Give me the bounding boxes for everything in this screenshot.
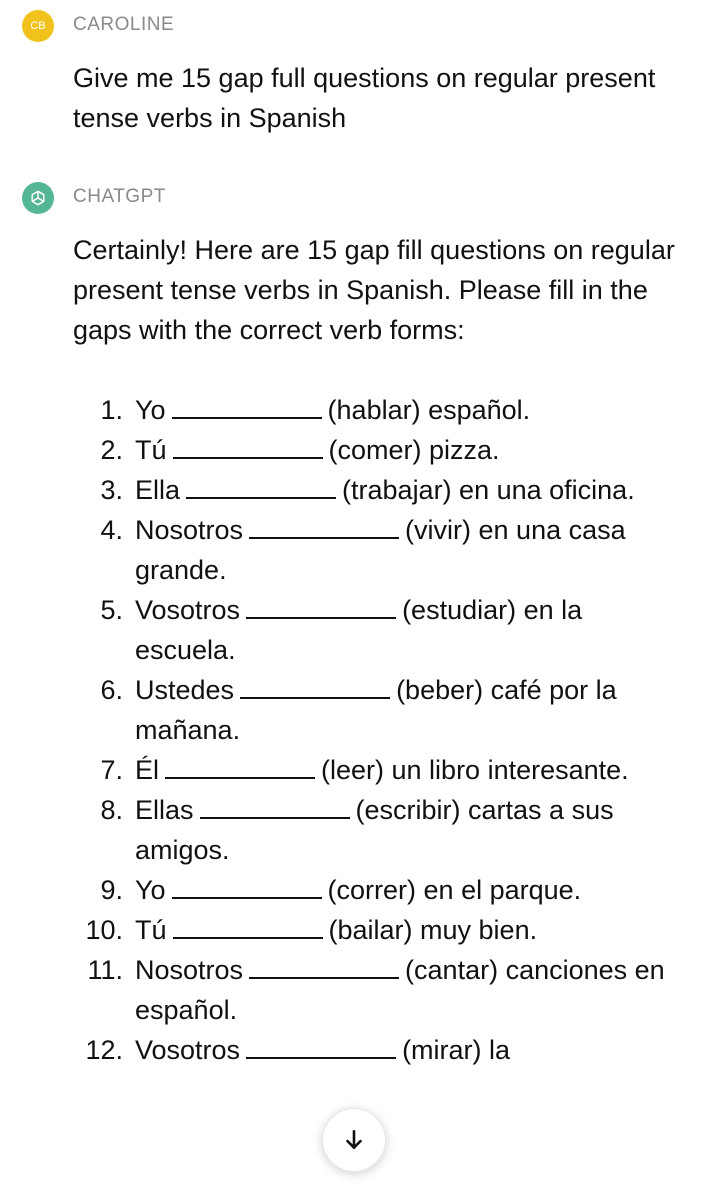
user-avatar-initials: CB: [30, 20, 46, 32]
answer-gap: [172, 875, 322, 899]
question-number: 4 .: [67, 510, 123, 550]
question-subject: Tú: [135, 435, 167, 465]
question-rest: (mirar) la: [402, 1035, 511, 1065]
question-number: 3 .: [67, 470, 123, 510]
question-item: [73, 910, 675, 950]
assistant-intro-text: Certainly! Here are 15 gap fill questions on regular present tense verbs in Spanish. Please fill in the gaps with the correct verb forms:: [73, 235, 675, 345]
answer-gap: [173, 915, 323, 939]
answer-gap: [200, 795, 350, 819]
question-rest: (estudiar) en la escuela.: [135, 595, 583, 665]
question-subject: Yo: [135, 875, 166, 905]
question-subject: Vosotros: [135, 595, 241, 625]
question-number: 7 .: [67, 750, 123, 790]
scroll-down-button[interactable]: [322, 1108, 386, 1172]
user-avatar: [22, 10, 54, 42]
question-item: [73, 750, 675, 790]
question-rest: (bailar) muy bien.: [328, 915, 538, 945]
question-item: [73, 470, 675, 510]
question-item: [73, 390, 675, 430]
question-item: [73, 950, 675, 1030]
question-rest: (correr) en el parque.: [327, 875, 582, 905]
question-rest: (escribir) cartas a sus amigos.: [135, 795, 614, 865]
answer-gap: [249, 515, 399, 539]
question-rest: (leer) un libro interesante.: [321, 755, 629, 785]
assistant-message: [0, 182, 705, 1070]
question-subject: Yo: [135, 395, 166, 425]
question-number: 5 .: [67, 590, 123, 630]
answer-gap: [165, 755, 315, 779]
answer-gap: [173, 435, 323, 459]
question-subject: Tú: [135, 915, 167, 945]
question-item: [73, 670, 675, 750]
question-subject: Ella: [135, 475, 181, 505]
question-number: 6 .: [67, 670, 123, 710]
question-rest: (beber) café por la mañana.: [135, 675, 617, 745]
question-rest: (vivir) en una casa grande.: [135, 515, 626, 585]
question-item: [73, 430, 675, 470]
openai-logo-icon: [28, 188, 48, 208]
user-message: [0, 10, 705, 138]
question-rest: (comer) pizza.: [328, 435, 500, 465]
answer-gap: [172, 395, 322, 419]
question-number: 12 .: [67, 1030, 123, 1070]
question-number: 8 .: [67, 790, 123, 830]
arrow-down-icon: [341, 1127, 367, 1153]
assistant-avatar: [22, 182, 54, 214]
question-rest: (hablar) español.: [327, 395, 531, 425]
question-subject: Nosotros: [135, 515, 244, 545]
question-subject: Ustedes: [135, 675, 235, 705]
user-sender-name: CAROLINE: [73, 14, 175, 35]
user-message-text: Give me 15 gap full questions on regular present tense verbs in Spanish: [73, 63, 656, 133]
question-item: [73, 590, 675, 670]
question-item: [73, 790, 675, 870]
question-item: [73, 1030, 675, 1070]
question-item: [73, 870, 675, 910]
question-number: 10 .: [67, 910, 123, 950]
question-subject: Él: [135, 755, 160, 785]
answer-gap: [240, 675, 390, 699]
question-number: 11 .: [67, 950, 123, 990]
answer-gap: [246, 1035, 396, 1059]
question-subject: Ellas: [135, 795, 194, 825]
user-sender-row: [0, 10, 705, 42]
question-rest: (cantar) canciones en español.: [135, 955, 665, 1025]
assistant-sender-row: [0, 182, 705, 214]
answer-gap: [186, 475, 336, 499]
question-rest: (trabajar) en una oficina.: [342, 475, 635, 505]
answer-gap: [246, 595, 396, 619]
question-subject: Vosotros: [135, 1035, 241, 1065]
question-list: [0, 390, 705, 1070]
question-item: [73, 510, 675, 590]
question-number: 1 .: [67, 390, 123, 430]
question-number: 2 .: [67, 430, 123, 470]
answer-gap: [249, 955, 399, 979]
assistant-sender-name: CHATGPT: [73, 186, 166, 207]
question-number: 9 .: [67, 870, 123, 910]
question-subject: Nosotros: [135, 955, 244, 985]
